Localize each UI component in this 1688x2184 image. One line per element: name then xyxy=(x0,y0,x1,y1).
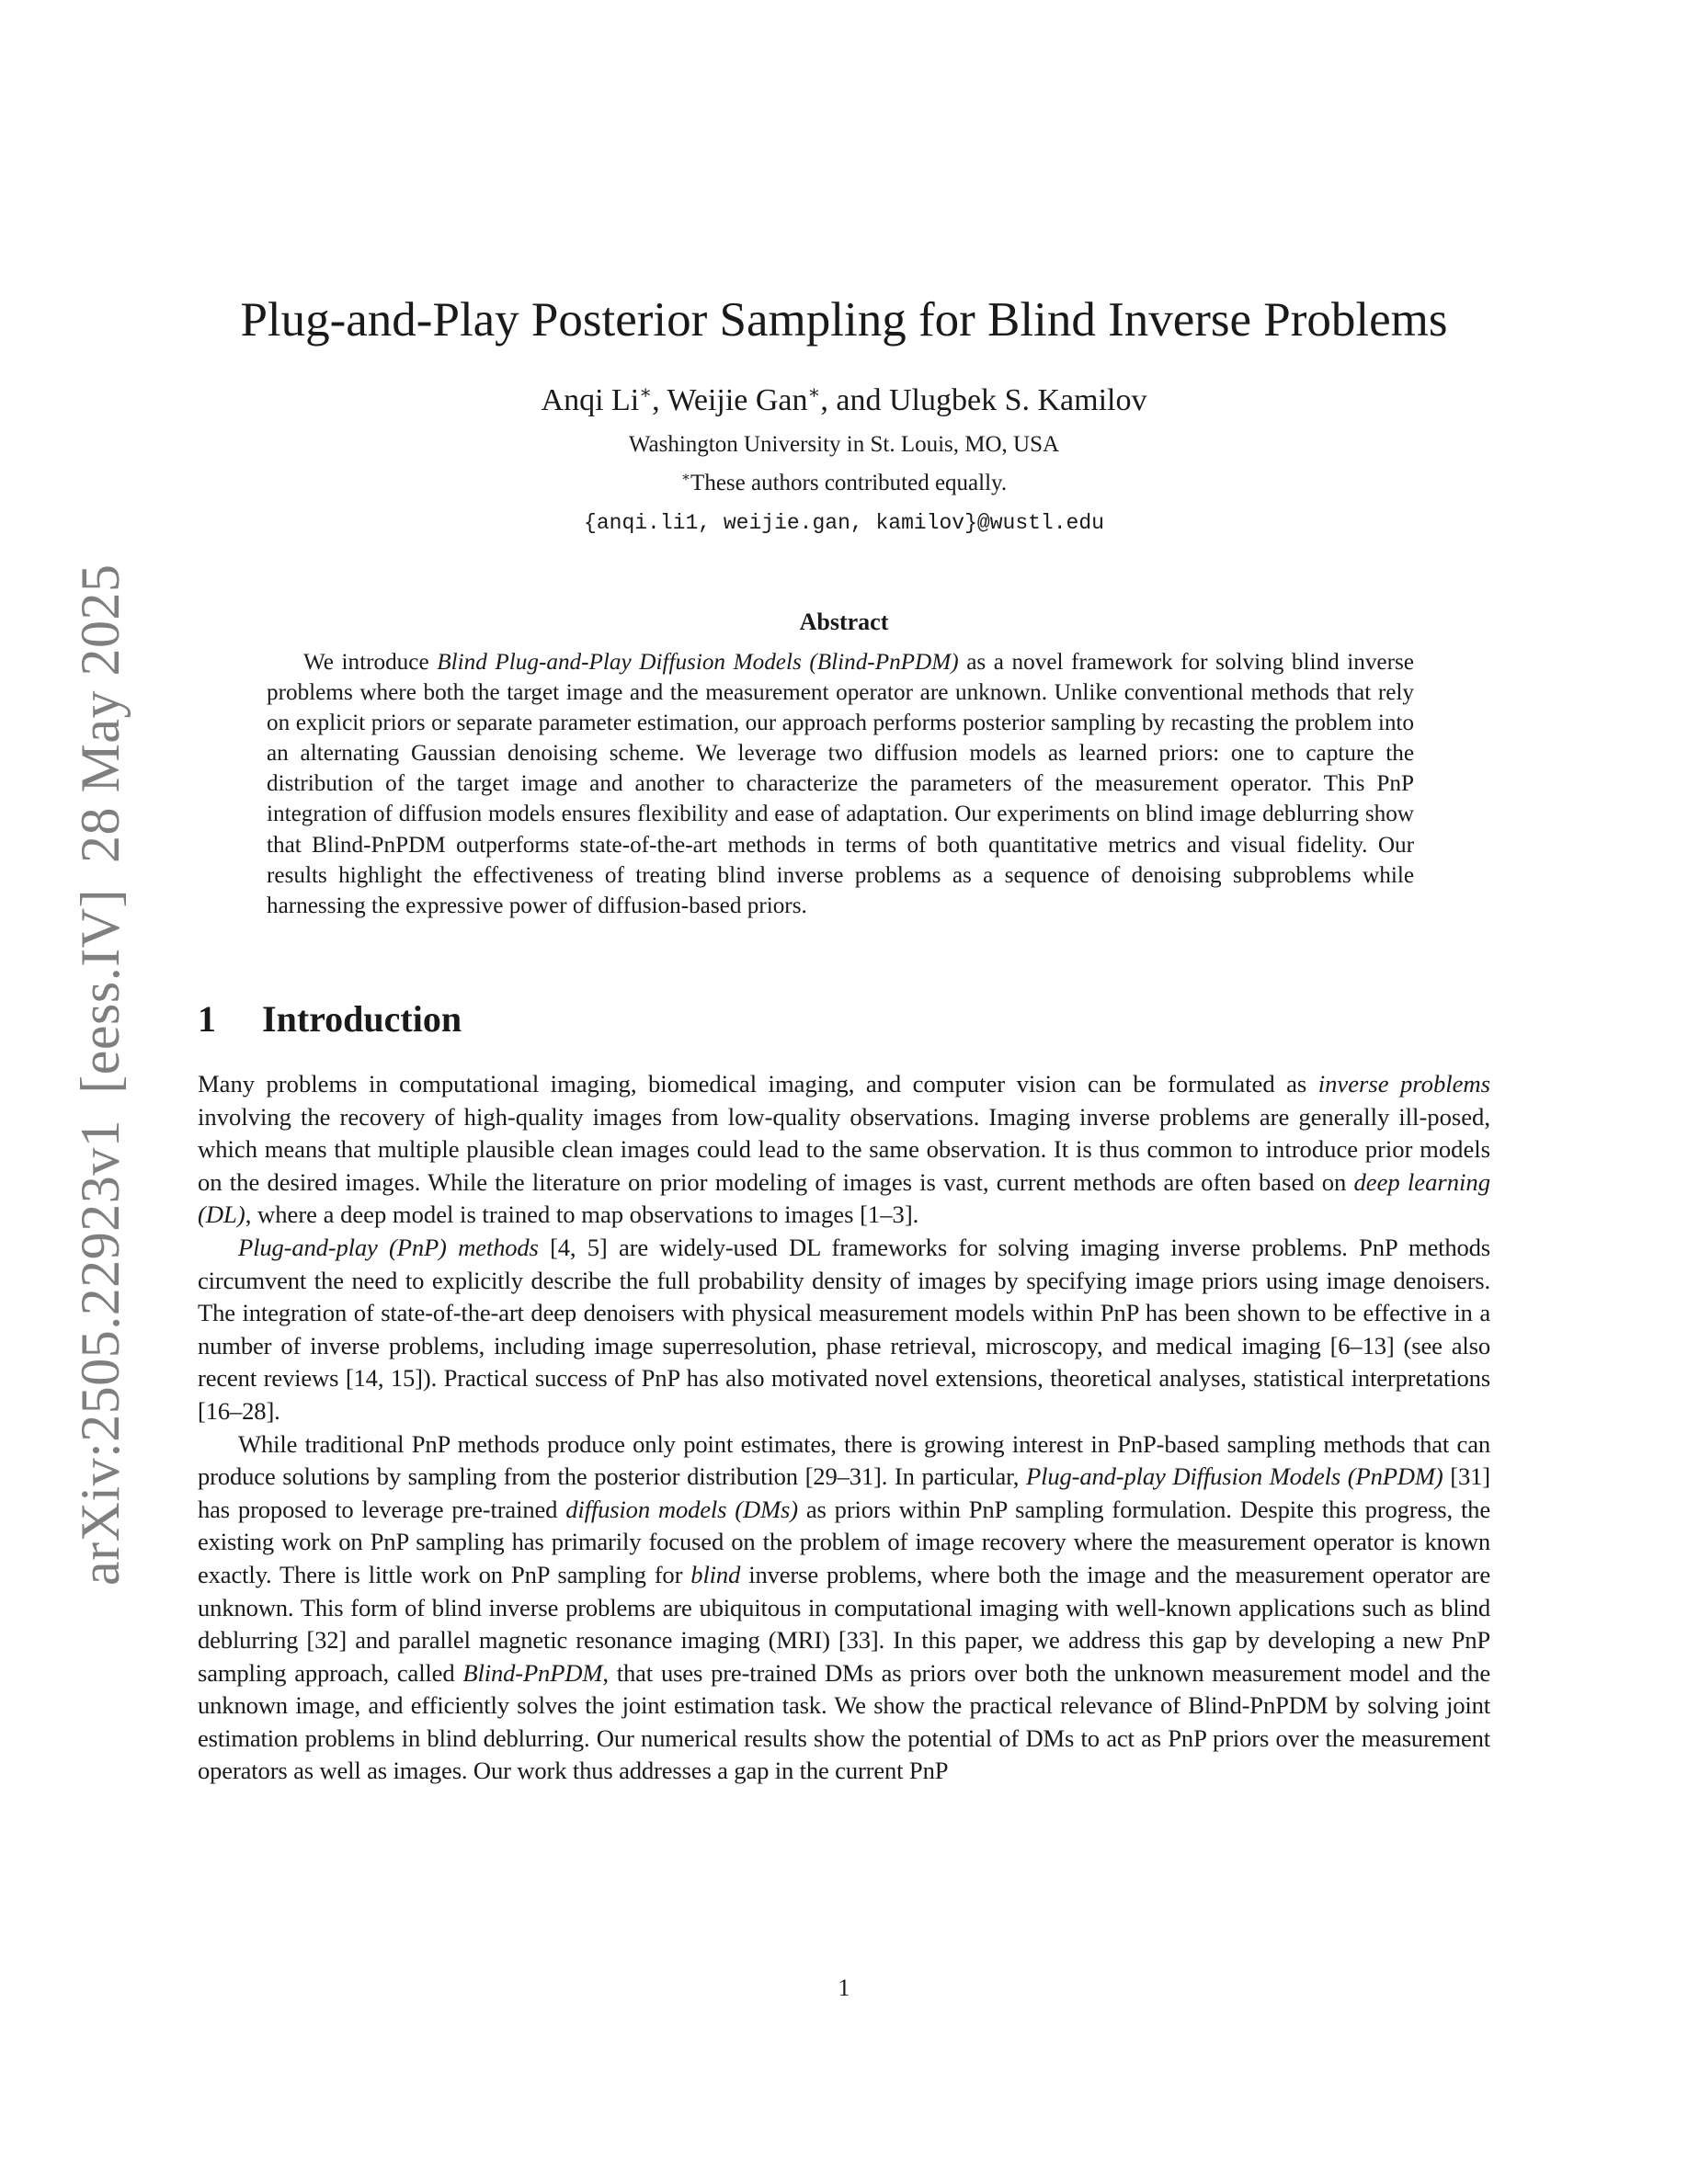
emphasized-term: Plug-and-play (PnP) methods xyxy=(238,1233,539,1261)
affiliation: Washington University in St. Louis, MO, USA xyxy=(628,432,1060,457)
section-body xyxy=(198,1068,1490,1788)
emphasized-term: diffusion models (DMs) xyxy=(565,1495,798,1523)
emphasized-term: Blind Plug-and-Play Diffusion Models (Blind-PnPDM) xyxy=(437,650,959,675)
author-name: Anqi Li xyxy=(541,383,640,417)
arxiv-side-stamp xyxy=(69,539,132,1587)
section-title: Introduction xyxy=(262,998,462,1040)
emphasized-term: inverse problems xyxy=(1317,1070,1490,1098)
abstract-text: We introduce Blind Plug-and-Play Diffusion Models (Blind-PnPDM) as a novel framework for solving blind inverse problems where both the target image and the measurement operator are unknown. Unlike conventional methods that rely on explicit priors or separate parameter estimation, our approach performs posterior sampling by recasting the problem into an alternating Gaussian denoising scheme. We leverage two diffusion models as learned priors: one to capture the distribution of the target image and another to characterize the parameters of the measurement operator. This PnP integration of diffusion models ensures flexibility and ease of adaptation. Our experiments on blind image deblurring show that Blind-PnPDM outperforms state-of-the-art methods in terms of both quantitative metrics and visual fidelity. Our results highlight the effectiveness of treating blind inverse problems as a sequence of denoising subproblems while harnessing the expressive power of diffusion-based priors. xyxy=(267,650,1414,918)
author-name: Ulugbek S. Kamilov xyxy=(888,383,1147,417)
section-heading xyxy=(198,997,462,1041)
body-paragraph: Many problems in computational imaging, biomedical imaging, and computer vision can be formulated as inverse problems involving the recovery of high-quality images from low-quality observations. Imaging inverse problems are generally ill-posed, which means that multiple plausible clean images could lead to the same observation. It is thus common to introduce prior models on the desired images. While the literature on prior modeling of images is vast, current methods are often based on deep learning (DL), where a deep model is trained to map observations to images [1–3]. xyxy=(198,1070,1490,1229)
emphasized-term: Plug-and-play Diffusion Models (PnPDM) xyxy=(1025,1462,1443,1491)
body-paragraph: While traditional PnP methods produce only point estimates, there is growing interest in PnP-based sampling methods that can produce solutions by sampling from the posterior distribution [29–31]. In particular, Plug-and-play Diffusion Models (PnPDM) [31] has proposed to leverage pre-trained diffusion models (DMs) as priors within PnP sampling formulation. Despite this progress, the existing work on PnP sampling has primarily focused on the problem of image recovery where the measurement operator is known exactly. There is little work on PnP sampling for blind inverse problems, where both the image and the measurement operator are unknown. This form of blind inverse problems are ubiquitous in computational imaging with well-known applications such as blind deblurring [32] and parallel magnetic resonance imaging (MRI) [33]. In this paper, we address this gap by developing a new PnP sampling approach, called Blind-PnPDM, that uses pre-trained DMs as priors over both the unknown measurement model and the unknown image, and efficiently solves the joint estimation task. We show the practical relevance of Blind-PnPDM by solving joint estimation problems in blind deblurring. Our numerical results show the potential of DMs to act as PnP priors over the measurement operators as well as images. Our work thus addresses a gap in the current PnP xyxy=(198,1429,1491,1785)
equal-contribution-text: These authors contributed equally. xyxy=(690,471,1008,495)
arxiv-date: 28 May 2025 xyxy=(70,563,131,863)
equal-contribution-mark: ∗ xyxy=(680,470,691,485)
equal-contribution-note xyxy=(138,471,1550,496)
author-list xyxy=(138,383,1550,418)
page-number: 1 xyxy=(838,1974,850,2001)
paper-title: Plug-and-Play Posterior Sampling for Blind Inverse Problems xyxy=(240,293,1448,347)
author-name: Weijie Gan xyxy=(667,383,808,417)
emphasized-term: deep learning (DL) xyxy=(198,1167,1490,1229)
equal-contribution-mark: ∗ xyxy=(639,382,653,404)
author-separator: , and xyxy=(820,383,889,417)
body-paragraph: Plug-and-play (PnP) methods [4, 5] are widely-used DL frameworks for solving imaging inverse problems. PnP methods circumvent the need to explicitly describe the full probability density of images by specifying image priors using image denoisers. The integration of state-of-the-art deep denoisers with physical measurement models within PnP has been shown to be effective in a number of inverse problems, including image superresolution, phase retrieval, microscopy, and medical imaging [6–13] (see also recent reviews [14, 15]). Practical success of PnP has also motivated novel extensions, theoretical analyses, statistical interpretations [16–28]. xyxy=(198,1233,1491,1425)
arxiv-id: arXiv:2505.22923v1 xyxy=(70,1119,131,1586)
author-separator: , xyxy=(652,383,667,417)
arxiv-category: [eess.IV] xyxy=(70,888,131,1094)
abstract-heading: Abstract xyxy=(799,609,889,635)
emphasized-term: blind xyxy=(690,1560,741,1588)
equal-contribution-mark: ∗ xyxy=(807,382,821,404)
emphasized-term: Blind-PnPDM xyxy=(462,1658,603,1687)
author-emails: {anqi.li1, weijie.gan, kamilov}@wustl.edu xyxy=(584,511,1104,535)
section-number: 1 xyxy=(198,998,216,1040)
